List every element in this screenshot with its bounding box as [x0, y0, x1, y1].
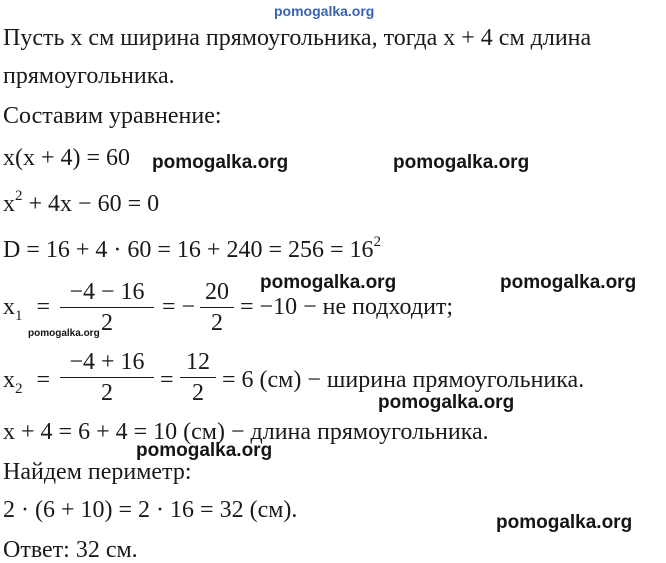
root-x1-fraction-1 — [60, 280, 154, 335]
quadratic-exponent: 2 — [15, 188, 23, 204]
watermark: pomogalka.org — [152, 152, 289, 173]
watermark: pomogalka.org — [393, 152, 530, 173]
fraction-denominator: 2 — [192, 380, 204, 406]
root-x1-fraction-2 — [200, 280, 234, 335]
discriminant-text: D = 16 + 4 · 60 = 16 + 240 = 256 = 16 — [3, 237, 374, 263]
watermark-top: pomogalka.org — [274, 3, 375, 19]
heading-perimeter: Найдем периметр: — [3, 459, 192, 485]
root-x2-equals: = — [36, 367, 51, 393]
fraction-numerator: 20 — [205, 279, 229, 305]
watermark: pomogalka.org — [260, 272, 397, 293]
fraction-numerator: 12 — [186, 349, 210, 375]
quadratic-var: x — [3, 191, 15, 217]
root-x2-fraction-1 — [60, 350, 154, 405]
root-x1-subscript: 1 — [15, 308, 23, 324]
quadratic-rest: + 4x − 60 = 0 — [22, 191, 160, 217]
root-x2-var: x — [3, 367, 15, 393]
fraction-denominator: 2 — [101, 380, 113, 406]
problem-statement-line-1: Пусть x см ширина прямоугольника, тогда x + 4 см длина — [3, 25, 592, 51]
root-x1-var: x — [3, 294, 15, 320]
perimeter-line: 2 · (6 + 10) = 2 · 16 = 32 (см). — [3, 497, 298, 523]
root-x2-middle: = — [160, 367, 174, 393]
equation-line: x(x + 4) = 60 — [3, 145, 131, 171]
heading-equation: Составим уравнение: — [3, 103, 222, 129]
fraction-numerator: −4 − 16 — [69, 279, 145, 305]
discriminant-line — [3, 234, 382, 263]
quadratic-equation — [3, 188, 160, 217]
watermark: pomogalka.org — [500, 272, 637, 293]
root-x1-middle: = − — [162, 294, 196, 320]
watermark: pomogalka.org — [136, 440, 273, 461]
watermark: pomogalka.org — [378, 392, 515, 413]
watermark: pomogalka.org — [496, 512, 633, 533]
fraction-numerator: −4 + 16 — [69, 349, 145, 375]
problem-statement-line-2: прямоугольника. — [3, 63, 175, 89]
fraction-denominator: 2 — [211, 310, 223, 336]
watermark-small: pomogalka.org — [28, 328, 100, 339]
root-x2-name — [3, 367, 51, 397]
root-x1-equals: = — [36, 294, 51, 320]
discriminant-exponent: 2 — [373, 234, 382, 250]
answer-line: Ответ: 32 см. — [3, 537, 138, 563]
root-x2-subscript: 2 — [15, 381, 23, 397]
root-x2-fraction-2 — [180, 350, 216, 405]
root-x1-name — [3, 294, 51, 324]
fraction-denominator: 2 — [101, 310, 113, 336]
root-x1-result: = −10 − не подходит; — [240, 294, 454, 320]
root-x2-result: = 6 (см) − ширина прямоугольника. — [222, 367, 585, 393]
length-line: x + 4 = 6 + 4 = 10 (см) − длина прямоугольника. — [3, 419, 489, 445]
